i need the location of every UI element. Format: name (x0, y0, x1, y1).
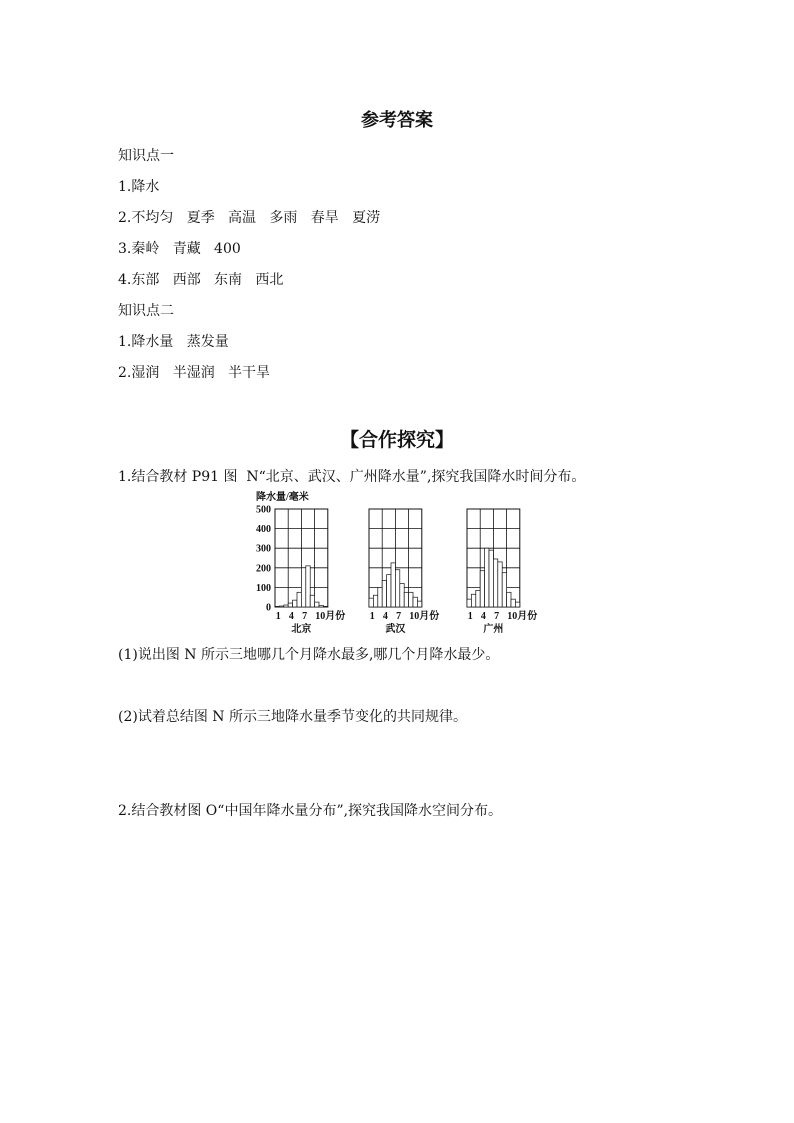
question-1-part-2: (2)试着总结图 N 所示三地降水量季节变化的共同规律。 (118, 709, 467, 725)
bar (369, 598, 373, 607)
bar (306, 566, 310, 607)
city-label: 广州 (483, 624, 504, 635)
question-2: 2.结合教材图 O“中国年降水量分布”,探究我国降水空间分布。 (118, 803, 503, 819)
y-tick-label: 100 (256, 582, 271, 594)
knowledge-point-1-heading: 知识点一 (118, 148, 174, 164)
bar (387, 575, 391, 607)
x-tick-label: 10月份 (315, 611, 346, 622)
city-label: 北京 (291, 624, 312, 635)
bar (279, 606, 283, 607)
bar (404, 592, 408, 607)
bar (288, 603, 292, 607)
bar (382, 581, 386, 607)
x-tick-label: 10月份 (409, 611, 440, 622)
x-tick-label: 7 (302, 611, 308, 622)
x-tick-label: 1 (369, 611, 375, 622)
x-tick-label: 1 (275, 611, 281, 622)
answers-title: 参考答案 (361, 110, 433, 131)
explore-section-title: 【合作探究】 (339, 429, 454, 451)
knowledge-point-2-heading: 知识点二 (118, 303, 174, 319)
precipitation-charts (240, 488, 560, 638)
bar (485, 548, 489, 607)
x-tick-label: 4 (288, 611, 294, 622)
bar (489, 550, 493, 607)
x-tick-label: 1 (467, 611, 473, 622)
y-tick-label: 400 (256, 524, 271, 536)
bar (293, 600, 297, 607)
bar (373, 595, 377, 607)
bar (515, 602, 519, 607)
bar (275, 606, 279, 607)
bar (413, 597, 417, 607)
bar (301, 568, 305, 607)
bar (476, 590, 480, 607)
bar (409, 592, 413, 607)
y-tick-label: 0 (266, 602, 271, 614)
bar (319, 605, 323, 607)
y-axis-label: 降水量/毫米 (256, 492, 309, 503)
bar (284, 605, 288, 607)
question-1: 1.结合教材 P91 图 N“北京、武汉、广州降水量”,探究我国降水时间分布。 (118, 469, 586, 485)
bar (417, 601, 421, 607)
bar (310, 595, 314, 607)
bar (507, 592, 511, 607)
city-label: 武汉 (385, 624, 406, 635)
bar (400, 583, 404, 607)
y-tick-label: 300 (256, 543, 271, 555)
knowledge-point-2-answer-2: 2.湿润 半湿润 半干旱 (118, 365, 271, 381)
y-tick-label: 200 (256, 563, 271, 575)
bar (498, 562, 502, 607)
bar (471, 594, 475, 607)
bar (480, 571, 484, 607)
bar (493, 559, 497, 607)
y-tick-label: 500 (256, 504, 271, 516)
knowledge-point-1-answer-3: 3.秦岭 青藏 400 (118, 241, 241, 257)
bar (511, 599, 515, 607)
knowledge-point-1-answer-4: 4.东部 西部 东南 西北 (118, 272, 284, 288)
knowledge-point-1-answer-1: 1.降水 (118, 179, 160, 195)
bar (297, 592, 301, 607)
bar (378, 587, 382, 607)
x-tick-label: 4 (480, 611, 486, 622)
knowledge-point-1-answer-2: 2.不均匀 夏季 高温 多雨 春旱 夏涝 (118, 210, 381, 226)
x-tick-label: 7 (396, 611, 402, 622)
bar (395, 570, 399, 607)
bar (315, 602, 319, 607)
bar (391, 563, 395, 607)
question-1-part-1: (1)说出图 N 所示三地哪几个月降水最多,哪几个月降水最少。 (118, 647, 500, 663)
knowledge-point-2-answer-1: 1.降水量 蒸发量 (118, 334, 229, 350)
x-tick-label: 10月份 (507, 611, 538, 622)
bar (323, 606, 327, 607)
bar (467, 599, 471, 607)
x-tick-label: 7 (494, 611, 500, 622)
x-tick-label: 4 (382, 611, 388, 622)
bar (502, 573, 506, 607)
